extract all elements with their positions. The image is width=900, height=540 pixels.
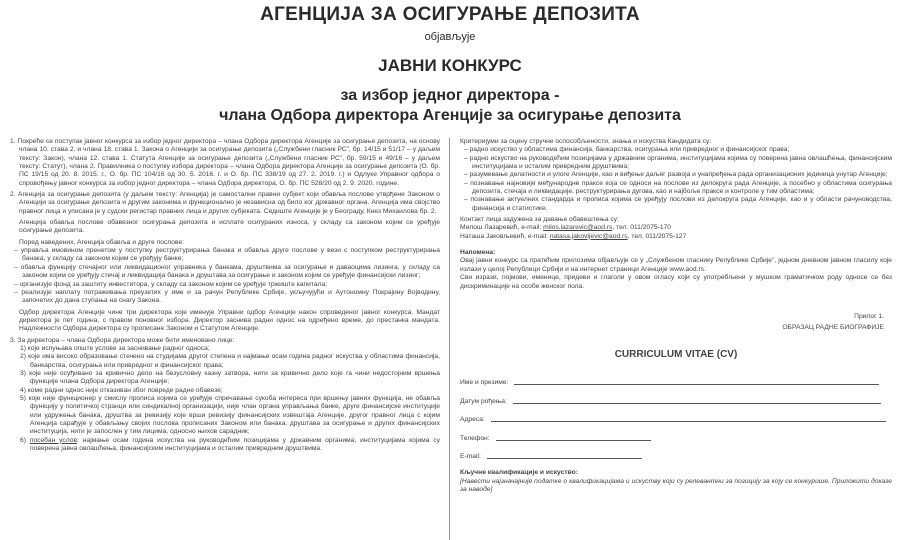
contest-subtitle-2: члана Одбора директора Агенције за осигурање депозита [219, 107, 681, 124]
note-gender: Сви изрази, појмови, именице, придеви и глаголи у овом огласу који су употребљени у мушком граматичком роду односе се без дискриминације на особе женског пола. [460, 274, 892, 290]
cv-field [460, 369, 892, 388]
cv-field [460, 406, 892, 425]
task-text: управља имовином пренетом у поступку реструктурирања банака и обавља друге послове у вези с поступком реструктурирања банака, у складу са законом којим се уређују банке; [20, 247, 441, 263]
cv-field-input[interactable] [491, 421, 886, 422]
condition-item: 1) које испуњава опште услове за заснивање радног односа; [20, 344, 210, 352]
key-qualifications-hint: [Навести најзначајније податке о квалификацијама и искуству који су релевантни за позицију за коју се конкурише. Приложити доказе за наводе] [460, 477, 892, 494]
condition-6: 6) посебан услов: најмање осам година искуства на руководећим позицијама у државним органима, институцијама којима су поверена јавна овлашћења, финансијским институцијама и осталим привредним друштвима. [20, 436, 440, 453]
cv-field [460, 387, 892, 406]
contact-email-link[interactable]: milos.lazarevic@aod.rs [543, 224, 613, 232]
note-title: Напомена: [460, 249, 496, 257]
contest-title: ЈАВНИ КОНКУРС [378, 56, 522, 75]
contact-item [460, 233, 892, 241]
task-item: – организује фонд за заштиту инвеститора, у складу са законом којим се уређује тржиште капитала; [14, 280, 328, 288]
paragraph-board: Одбор директора Агенције чине три директора које именује Управни одбор Агенције након спроведеног јавног конкурса. Мандат директора је пет година, с правом поновног избора. Директор заснива радни однос на одређено време, до престанка мандата. Надлежности Одбора директора су прописане Законом и Статутом Агенције. [19, 308, 440, 333]
paragraph-other-tasks: Поред наведених, Агенција обавља и друге послове: [19, 238, 185, 246]
criteria-text: радно искуство на руководећим позицијама у државним органима, институцијама којима су поверена јавна овлашћења, финансијским институцијама и осталим привредним друштвима; [469, 154, 893, 171]
section-3: 3. За директора – члана Одбора директора може бити именовано лице: [10, 336, 235, 344]
paragraph-deposit-insurance: Агенција обавља послове обавезног осигурања депозита и исплате осигураних износа, у складу са законом којим се уређује осигурање депозита. [19, 219, 440, 235]
agency-title: АГЕНЦИЈА ЗА ОСИГУРАЊЕ ДЕПОЗИТА [260, 4, 640, 25]
cv-field-label: E-mail: [460, 453, 481, 461]
section-2: 2. Агенција за осигурање депозита (у даљем тексту: Агенција) је самостални правни субјект који обавља послове утврђене Законом о Агенцији за осигурање депозита и другим законима и функционално је независна од било ког државног органа. Агенција има својство правног лица и уписана је у судски регистар правних лица и других субјеката. Седиште Агенције је у Београду, Кнез Михаилова бр. 2. [10, 191, 440, 215]
condition-item: 3) које није осуђивано за кривично дело на безусловну казну затвора, нити за кривично дело које га чини недостојним вршења функције члана Одбора директора Агенције; [20, 369, 440, 386]
cv-field-input[interactable] [514, 384, 879, 385]
contest-subtitle-1: за избор једног директора - [340, 87, 560, 104]
special-condition-label: посебан услов [29, 436, 78, 444]
conditions-list [10, 345, 440, 437]
criteria-intro: Критеријуми за оцену стручне оспособљености, знања и искуства Кандидата су: [460, 138, 712, 145]
right-column [460, 138, 892, 494]
condition-item: 5) које није функционер у смислу прописа којима се уређује спречавање сукоба интереса при вршењу јавних функција, не обавља функцију у политичкој странци или синдикалној организацији, није члан органа управљања банке, друге финансијске институције или удружења банака, друштва за ревизију које врши ревизију финансијских извештаја Агенције, другог правног лица с којим Агенција сарађује у обављању својих послова прописаних Законом или банака, друштава за осигурање и других финансијских институција, нити је запослен у тим лицима, односно њихов сарадник; [20, 394, 440, 436]
contact-item [460, 224, 892, 232]
column-divider [449, 138, 450, 540]
criteria-text: разумевање делатности и улоге Агенције, као и виђење даљег развоја и унапређења рада организационих јединица унутар Агенције; [469, 171, 888, 179]
task-item: – обавља функцију стечајног или ликвидационог управника у банкама, друштвима за осигурање и даваоцима лизинга, у складу са законом којим се уређују стечај и ликвидација банака и друштава за осигурање и законом којим се уређује финансијски лизинг; [14, 263, 440, 280]
cv-field-label: Адреса: [460, 416, 485, 424]
cv-title: CURRICULUM VITAE (CV) [614, 348, 738, 360]
cv-field [460, 424, 892, 443]
annex-label: Прилог 1. [854, 312, 884, 320]
criteria-item: – радно искуство у областима финансија, банкарства, осигурања или привредног и финансијског права; [464, 146, 790, 154]
criteria-text: познавање актуелних стандарда и прописа којима се уређују послови из делокруга рада Агенције, као и у области рачуноводства, финансија и статистике. [470, 196, 893, 212]
criteria-text: радно искуство у областима финансија, банкарства, осигурања или привредног и финансијског права; [469, 146, 790, 154]
tasks-list [10, 247, 440, 305]
task-text: организује фонд за заштиту инвеститора, у складу са законом којим се уређује тржиште капитала; [19, 280, 328, 288]
cv-field-input[interactable] [513, 403, 881, 404]
contact-phone: , тел. 011/2075-127 [627, 232, 687, 240]
criteria-list [460, 146, 892, 213]
task-item: – управља имовином пренетом у поступку реструктурирања банака и обавља друге послове у вези с поступком реструктурирања банака, у складу са законом којим се уређују банке; [14, 247, 441, 263]
criteria-text: познавање најновије међународне праксе која се односи на послове из делокруга рада Агенције, а посебно у областима осигурања депозита, стечаја и ликвидације, реструктурирања дугова, као и најбоље праксе и контроле у тим областима; [470, 179, 893, 196]
key-qualifications-title: Кључне квалификације и искуство: [460, 469, 578, 477]
cv-form [460, 369, 892, 462]
section-1: 1. Покреће се поступак јавног конкурса за избор једног директора – члана Одбора директора Агенције за осигурање депозита, на основу члана 10. става 2. и члана 18. става 1. Закона о Агенцији за осигурање депозита („Службени гласник РС”, бр. 14/15 и 51/17 – у даљем тексту: Закон), члана 12. става 1. Статута Агенције за осигурање депозита („Службени гласник РС”, бр. 59/15 и 49/16 – у даљем тексту: Статут), члана 2. Правилника о поступку избора директора – члана Одбора директора Агенције за осигурање депозита (О. бр. ПС 19/15 од 20. 8. 2015. г., О. бр. ПС 104/16 од 30. 5. 2016. г. и О. бр. ПС 338/19 од 27. 2. 2019. г.) и Одлуке Управног одбора о спровођењу јавног конкурса за избор једног директора – члана Одбора директора, О. бр. ПС 528/20 од 2. 9. 2020. године. [10, 138, 440, 187]
cv-field-label: Телефон: [460, 434, 490, 442]
condition-item: 4) коме радни однос није отказиван због повреде радне обавезе; [20, 386, 223, 394]
cv-field-label: Име и презиме: [460, 379, 509, 387]
contact-email-link[interactable]: natasa.jakovljevic@aod.rs [549, 232, 628, 240]
publishes-label: објављује [424, 31, 476, 43]
left-column [10, 138, 440, 453]
cv-field-label: Датум рођења: [460, 397, 507, 405]
contact-phone: , тел. 011/2075-170 [612, 224, 671, 232]
note-publication: Овај јавни конкурс са пратећим прилозима објављује се у „Службеном гласнику Републике Србије”, једном дневном јавном гласилу које излази у целој Републици Србији и на интернет страници Агенције www.aod.rs. [460, 257, 892, 273]
task-item: – реализује наплату потраживања преузетих у име и за рачун Републике Србије, укључујући и Аутономну Покрајину Војводину, започетих до дана ступања на снагу Закона. [14, 288, 441, 305]
contacts-list [460, 224, 892, 241]
criteria-item: – радно искуство на руководећим позицијама у државним органима, институцијама којима су поверена јавна овлашћења, финансијским институцијама и осталим привредним друштвима; [464, 154, 893, 171]
task-text: реализује наплату потраживања преузетих у име и за рачун Републике Србије, укључујући и Аутономну Покрајину Војводину, започетих до дана ступања на снагу Закона. [21, 288, 441, 305]
cv-field-input[interactable] [496, 440, 651, 441]
contact-name: Наташа Јаковљевић, e-mail: [460, 232, 550, 240]
condition-item: 2) које има високо образовање стечено на студијама другог степена и најмање осам година радног искуства у областима финансија, банкарства, осигурања или привредног и финансијског права; [20, 353, 440, 369]
criteria-item: – познавање најновије међународне праксе која се односи на послове из делокруга рада Агенције, а посебно у областима осигурања депозита, стечаја и ликвидације, реструктурирања дугова, као и најбоље праксе и контроле у тим областима; [464, 179, 893, 196]
task-text: обавља функцију стечајног или ликвидационог управника у банкама, друштвима за осигурање и даваоцима лизинга, у складу са законом којим се уређују стечај и ликвидација банака и друштава за осигурање и законом којим се уређује финансијски лизинг; [20, 263, 440, 280]
cv-field [460, 443, 892, 462]
annex-title: ОБРАЗАЦ РАДНЕ БИОГРАФИЈЕ [782, 324, 884, 332]
special-condition-text: : најмање осам година искуства на руководећим позицијама у државним органима, институцијама којима су поверена јавна овлашћења, финансијским институцијама и осталим привредним друштвима. [30, 436, 440, 453]
cv-field-input[interactable] [487, 458, 642, 459]
contact-name: Милош Лазаревић, e-mail: [460, 224, 544, 232]
contact-intro: Контакт лица задужена за давање обавештења су: [460, 216, 619, 224]
criteria-item: – познавање актуелних стандарда и прописа којима се уређују послови из делокруга рада Агенције, као и у области рачуноводства, финансија и статистике. [464, 196, 893, 212]
criteria-item: – разумевање делатности и улоге Агенције, као и виђење даљег развоја и унапређења рада организационих јединица унутар Агенције; [464, 171, 888, 179]
